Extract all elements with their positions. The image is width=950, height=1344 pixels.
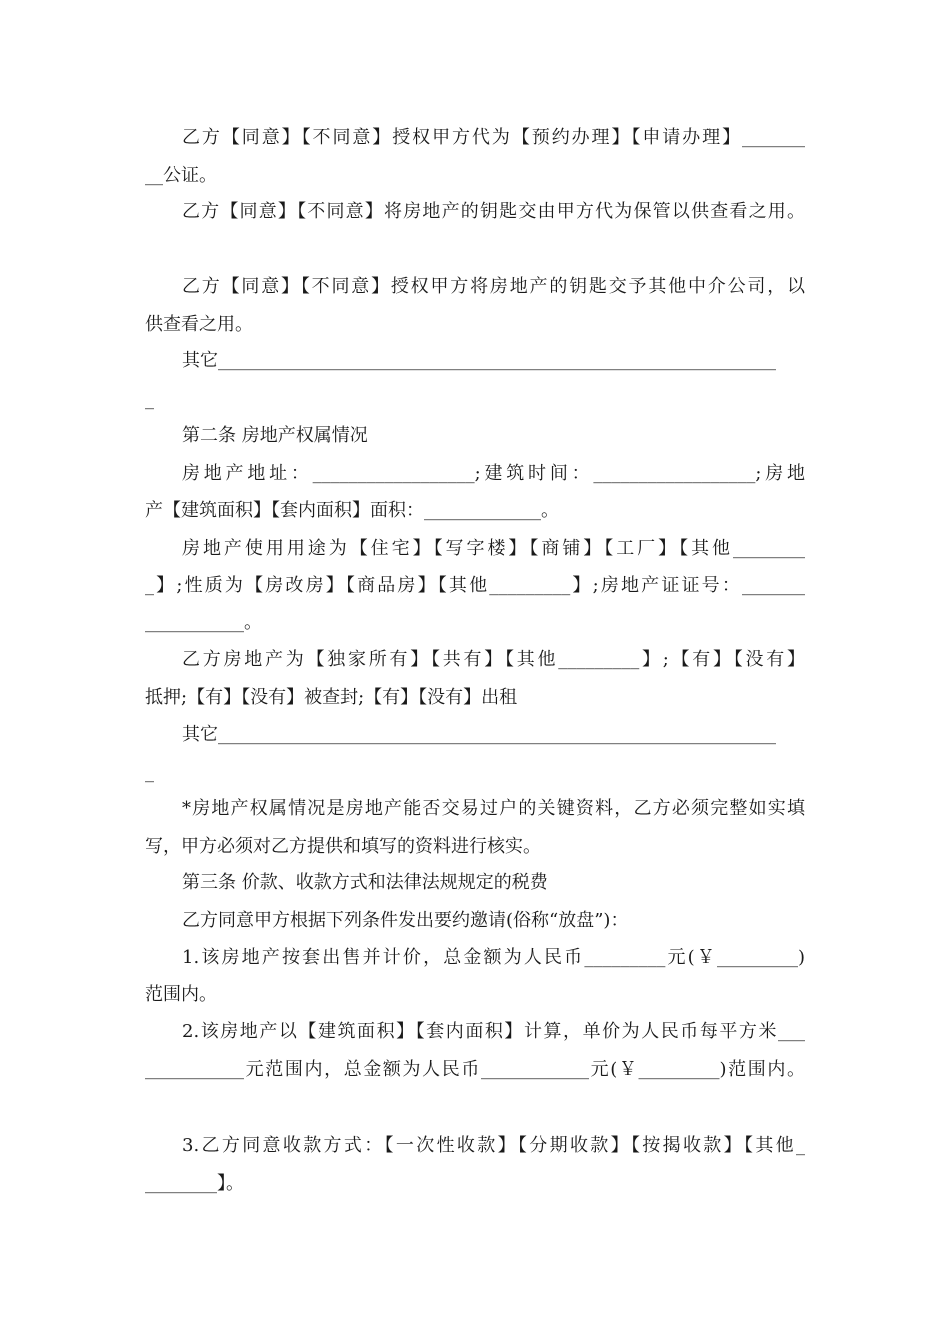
text-line: 乙方同意甲方根据下列条件发出要约邀请(俗称“放盘”)：: [182, 910, 629, 931]
text-line: 乙方【同意】【不同意】授权甲方代为【预约办理】【申请办理】_______: [182, 127, 805, 148]
text-line: 乙方房地产为【独家所有】【共有】【其他_________】;【有】【没有】: [182, 649, 805, 670]
text-line: 3.乙方同意收款方式：【一次性收款】【分期收款】【按揭收款】【其他_: [182, 1135, 805, 1156]
text-line: 供查看之用。: [145, 314, 253, 335]
text-line: _: [145, 389, 154, 410]
text-line: 2.该房地产以【建筑面积】【套内面积】计算，单价为人民币每平方米___: [182, 1021, 805, 1042]
text-line: 产【建筑面积】【套内面积】面积：_____________。: [145, 500, 559, 521]
text-line: 1.该房地产按套出售并计价，总金额为人民币_________元(￥_________): [182, 947, 805, 968]
text-line: 其它______________________________________________________________: [182, 724, 776, 745]
text-line: __公证。: [145, 165, 217, 186]
text-line: 其它______________________________________________________________: [182, 350, 776, 371]
text-line: _】;性质为【房改房】【商品房】【其他_________】;房地产证证号：_______: [145, 575, 805, 596]
section-heading: 第二条 房地产权属情况: [182, 425, 368, 446]
text-line: 房地产使用用途为【住宅】【写字楼】【商铺】【工厂】【其他________: [182, 538, 805, 559]
text-line: 乙方【同意】【不同意】授权甲方将房地产的钥匙交予其他中介公司，以: [182, 276, 805, 297]
text-line: 范围内。: [145, 984, 217, 1005]
text-line: 抵押;【有】【没有】被查封;【有】【没有】出租: [145, 687, 518, 708]
text-line: *房地产权属情况是房地产能否交易过户的关键资料，乙方必须完整如实填: [182, 798, 805, 819]
text-line: 乙方【同意】【不同意】将房地产的钥匙交由甲方代为保管以供查看之用。: [182, 201, 805, 222]
text-line: _: [145, 762, 154, 783]
text-line: 写，甲方必须对乙方提供和填写的资料进行核实。: [145, 836, 541, 857]
text-line: 房地产地址：__________________;建筑时间：__________________;房地: [182, 463, 805, 484]
text-line: ________】。: [145, 1173, 244, 1194]
section-heading: 第三条 价款、收款方式和法律法规规定的税费: [182, 872, 548, 893]
text-line: ___________元范围内，总金额为人民币____________元(￥_________)范围内。: [145, 1059, 805, 1080]
text-line: ___________。: [145, 612, 262, 633]
